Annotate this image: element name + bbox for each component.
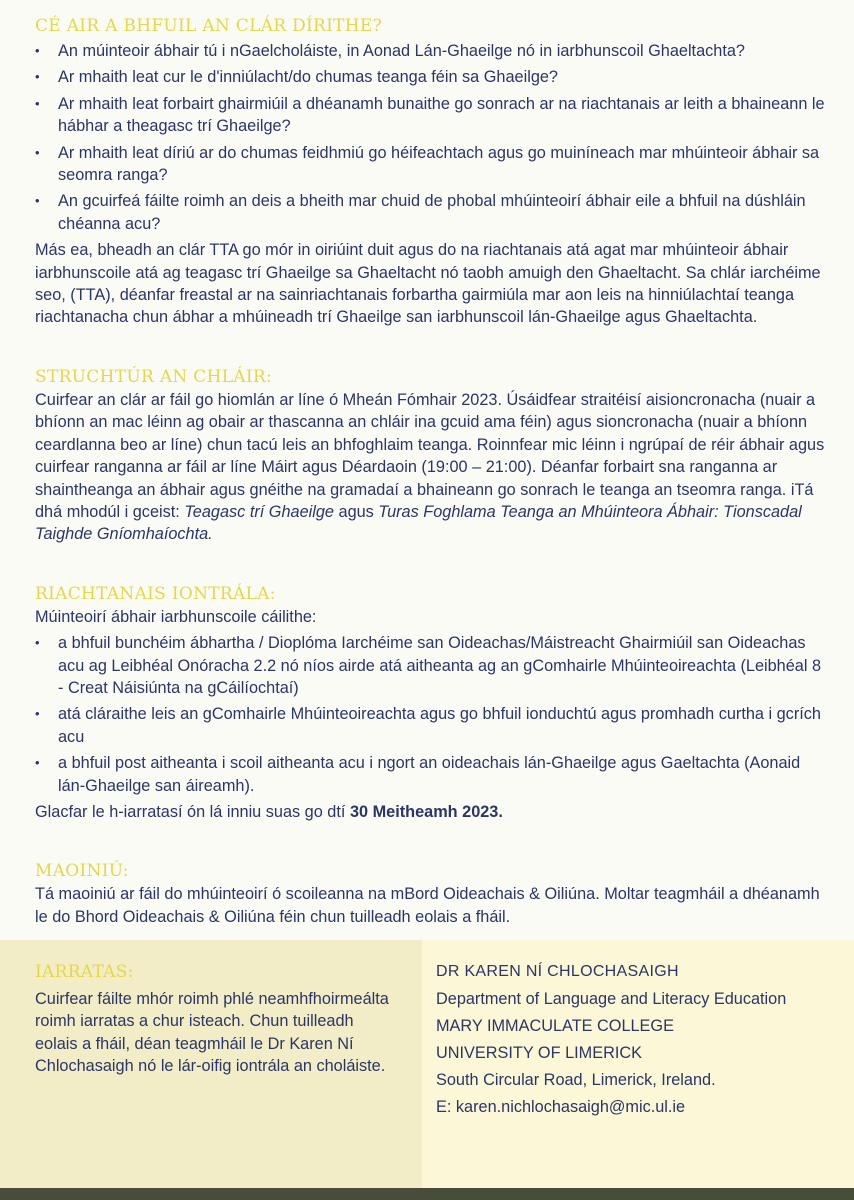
contact-name: DR KAREN NÍ CHLOCHASAIGH <box>436 963 679 980</box>
list-item: • Ar mhaith leat díriú ar do chumas feidhmiú go héifeachtach agus go muiníneach mar mhúinteoir ábhair sa seomra ranga? <box>35 142 825 187</box>
contact-department: Department of Language and Literacy Education <box>436 990 787 1008</box>
programme-structure-section <box>35 365 825 546</box>
contact-email[interactable]: E: karen.nichlochasaigh@mic.ul.ie <box>436 1098 686 1116</box>
module-joiner: agus <box>333 502 379 521</box>
structure-text: Cuirfear an clár ar fáil go hiomlán ar líne ó Mheán Fómhair 2023. Úsáidfear straitéisí aisioncronacha (nuair a bhíonn an mac léinn ag obair ar thascanna an chláir ina gcuid ama féin) agus sioncronacha (nuair a bhíonn ceardlanna beo ar líne) chun tacú leis an bhfoghlaim teanga. Roinnfear mic léinn i ngrúpaí de réir ábhair agus cuirfear ranganna ar fáil ar líne Máirt agus Déardaoin (19:00 – 21:00). Déanfar forbairt sna ranganna ar shaintheanga an ábhair agus gnéithe na gramadaí a bhaineann go sonrach le teanga an tseomra ranga. iTá dhá mhodúl i gceist: <box>35 390 825 521</box>
funding-section <box>35 859 825 928</box>
list-item: • An gcuirfeá fáilte roimh an deis a bheith mar chuid de phobal mhúinteoirí ábhair eile a bhfuil na dúshláin chéanna acu? <box>35 190 825 235</box>
footer-bar <box>0 1188 854 1200</box>
application-panel <box>0 940 422 1188</box>
list-item: • a bhfuil post aitheanta i scoil aitheanta acu i ngort an oideachais lán-Ghaeilge agus Gaeltachta (Aonaid lán-Ghaeilge san áireamh). <box>35 752 825 797</box>
application-deadline <box>35 801 825 823</box>
contact-address: South Circular Road, Limerick, Ireland. <box>436 1071 716 1089</box>
entry-requirements-intro: Múinteoirí ábhair iarbhunscoile cáilithe: <box>35 607 317 626</box>
contact-college: MARY IMMACULATE COLLEGE <box>436 1017 674 1035</box>
list-item: • An múinteoir ábhair tú i nGaelcholáiste, in Aonad Lán-Ghaeilge nó in iarbhunscoil Ghaeltachta? <box>35 40 825 62</box>
contact-details <box>436 960 836 1121</box>
target-audience-list <box>35 40 825 235</box>
entry-requirements-heading: RIACHTANAIS IONTRÁLA: <box>35 583 276 604</box>
deadline-date: 30 Meitheamh 2023. <box>349 802 503 821</box>
programme-structure-heading: STRUCHTÚR AN CHLÁIR: <box>35 366 273 387</box>
list-item: • atá cláraithe leis an gComhairle Mhúinteoireachta agus go bhfuil ionduchtú agus promhadh curtha i gcrích acu <box>35 703 825 748</box>
deadline-text: Glacfar le h-iarratasí ón lá inniu suas go dtí <box>35 802 350 821</box>
application-heading: IARRATAS: <box>35 962 134 982</box>
entry-requirements-section <box>35 582 825 824</box>
module-one-title: Teagasc trí Ghaeilge <box>184 502 334 521</box>
contact-university: UNIVERSITY OF LIMERICK <box>436 1044 642 1062</box>
funding-heading: MAOINIÚ: <box>35 861 129 882</box>
contact-panel <box>422 940 854 1188</box>
programme-structure-paragraph <box>35 389 825 546</box>
application-paragraph: Cuirfear fáilte mhór roimh phlé neamhfhoirmeálta roimh iarratas a chur isteach. Chun tuilleadh eolais a fháil, déan teagmháil le Dr Karen Ní Chlochasaigh nó le lár-oifig iontrála an choláiste. <box>35 990 389 1075</box>
module-two-title: Turas Foghlama Teanga an Mhúinteora Ábhair: Tionscadal Taighde Gníomhaíochta. <box>35 502 802 544</box>
funding-paragraph: Tá maoiniú ar fáil do mhúinteoirí ó scoileanna na mBord Oideachais & Oiliúna. Moltar teagmháil a dhéanamh le do Bhord Oideachais & Oiliúna féin chun tuilleadh eolais a fháil. <box>35 885 820 926</box>
list-item: • Ar mhaith leat forbairt ghairmiúil a dhéanamh bunaithe go sonrach ar na riachtanais ar leith a bhaineann le hábhar a theagasc trí Ghaeilge? <box>35 93 825 138</box>
main-content <box>35 14 825 928</box>
entry-requirements-list <box>35 632 825 797</box>
list-item: • a bhfuil bunchéim ábhartha / Dioplóma Iarchéime san Oideachas/Máistreacht Ghairmiúil san Oideachas acu ag Leibhéal Onóracha 2.2 nó níos airde atá aitheanta ag an gComhairle Mhúinteoireachta (Leibhéal 8 - Creat Náisiúnta na gCáilíochtaí) <box>35 632 825 699</box>
target-audience-paragraph: Más ea, bheadh an clár TTA go mór in oiriúint duit agus do na riachtanais atá agat mar mhúinteoir ábhair iarbhunscoile atá ag teagasc trí Ghaeilge sa Ghaeltacht nó taobh amuigh den Ghaeltacht. Sa chlár iarchéime seo, (TTA), déanfar freastal ar na sainriachtanais forbartha gairmiúla mar aon leis na hinniúlachtaí teanga riachtanacha chun ábhar a mhúineadh trí Ghaeilge san iarbhunscoil lán-Ghaeilge agus Ghaeltachta. <box>35 241 821 327</box>
target-audience-heading: CÉ AIR A BHFUIL AN CLÁR DÍRITHE? <box>35 16 383 36</box>
list-item: • Ar mhaith leat cur le d'inniúlacht/do chumas teanga féin sa Ghaeilge? <box>35 66 825 88</box>
target-audience-section <box>35 14 825 329</box>
application-content <box>35 960 395 1077</box>
